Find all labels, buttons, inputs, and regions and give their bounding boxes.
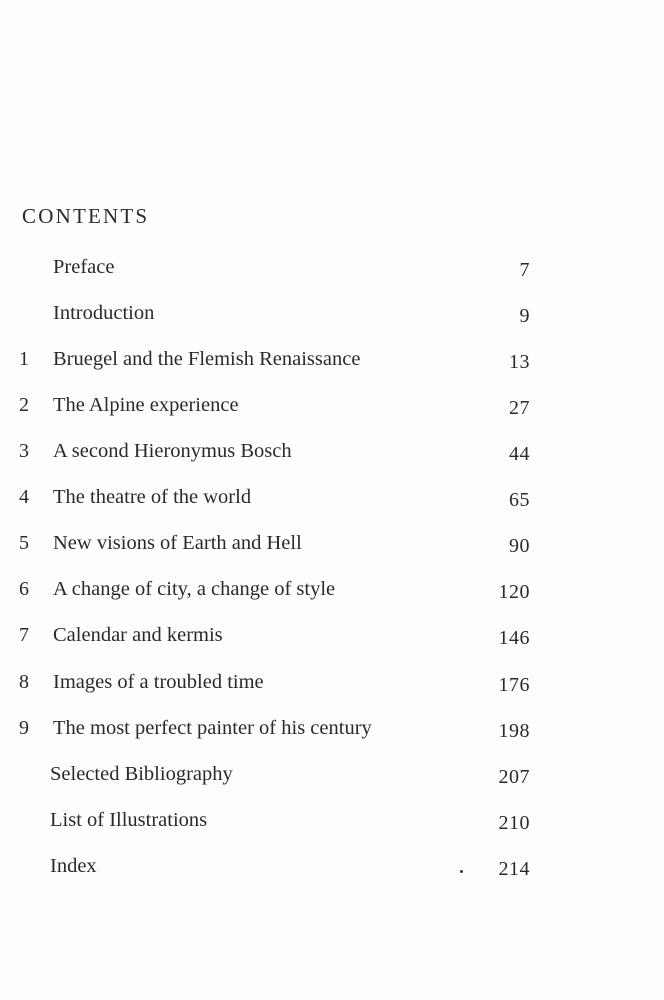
toc-entry-preface: [0, 252, 664, 282]
entry-title: The theatre of the world: [53, 486, 252, 508]
page-number: 146: [498, 627, 530, 649]
toc-entry-index: [0, 851, 664, 881]
page-number: 207: [498, 766, 530, 788]
page-number: 7: [519, 259, 530, 281]
chapter-number: 3: [19, 440, 29, 462]
entry-title: A change of city, a change of style: [53, 578, 336, 600]
toc-entry-chapter-7: [0, 620, 664, 650]
entry-title: Index: [50, 855, 97, 877]
chapter-number: 2: [19, 394, 29, 416]
toc-entry-chapter-5: [0, 528, 664, 558]
chapter-number: 7: [19, 624, 29, 646]
page-number: 176: [498, 674, 530, 696]
chapter-number: 6: [19, 578, 29, 600]
entry-title: The Alpine experience: [53, 394, 239, 416]
entry-title: Preface: [53, 256, 115, 278]
toc-entry-illustrations: [0, 805, 664, 835]
chapter-number: 9: [19, 717, 29, 739]
entry-title: List of Illustrations: [50, 809, 208, 831]
page-number: 210: [498, 812, 530, 834]
chapter-number: 4: [19, 486, 29, 508]
entry-title: Calendar and kermis: [53, 624, 223, 646]
page-number: 198: [498, 720, 530, 742]
toc-entry-chapter-2: [0, 390, 664, 420]
entry-title: Selected Bibliography: [50, 763, 233, 785]
page-number: 27: [509, 397, 530, 419]
page-number: 120: [498, 581, 530, 603]
toc-entry-introduction: [0, 298, 664, 328]
toc-entry-chapter-9: [0, 713, 664, 743]
toc-entry-chapter-4: [0, 482, 664, 512]
entry-title: New visions of Earth and Hell: [53, 532, 302, 554]
chapter-number: 8: [19, 671, 29, 693]
entry-title: Bruegel and the Flemish Renaissance: [53, 348, 361, 370]
page-number: 44: [509, 443, 530, 465]
chapter-number: 1: [19, 348, 29, 370]
toc-entry-chapter-8: [0, 667, 664, 697]
entry-title: The most perfect painter of his century: [53, 717, 372, 739]
page-number: 214: [498, 858, 530, 880]
toc-entry-bibliography: [0, 759, 664, 789]
chapter-number: 5: [19, 532, 29, 554]
page-number: 90: [509, 535, 530, 557]
toc-entry-chapter-3: [0, 436, 664, 466]
ink-speck: [460, 870, 463, 873]
entry-title: Images of a troubled time: [53, 671, 264, 693]
entry-title: Introduction: [53, 302, 155, 324]
toc-entry-chapter-1: [0, 344, 664, 374]
page-number: 13: [509, 351, 530, 373]
toc-entry-chapter-6: [0, 574, 664, 604]
page-number: 65: [509, 489, 530, 511]
page-number: 9: [519, 305, 530, 327]
entry-title: A second Hieronymus Bosch: [53, 440, 292, 462]
contents-heading: CONTENTS: [22, 204, 150, 228]
